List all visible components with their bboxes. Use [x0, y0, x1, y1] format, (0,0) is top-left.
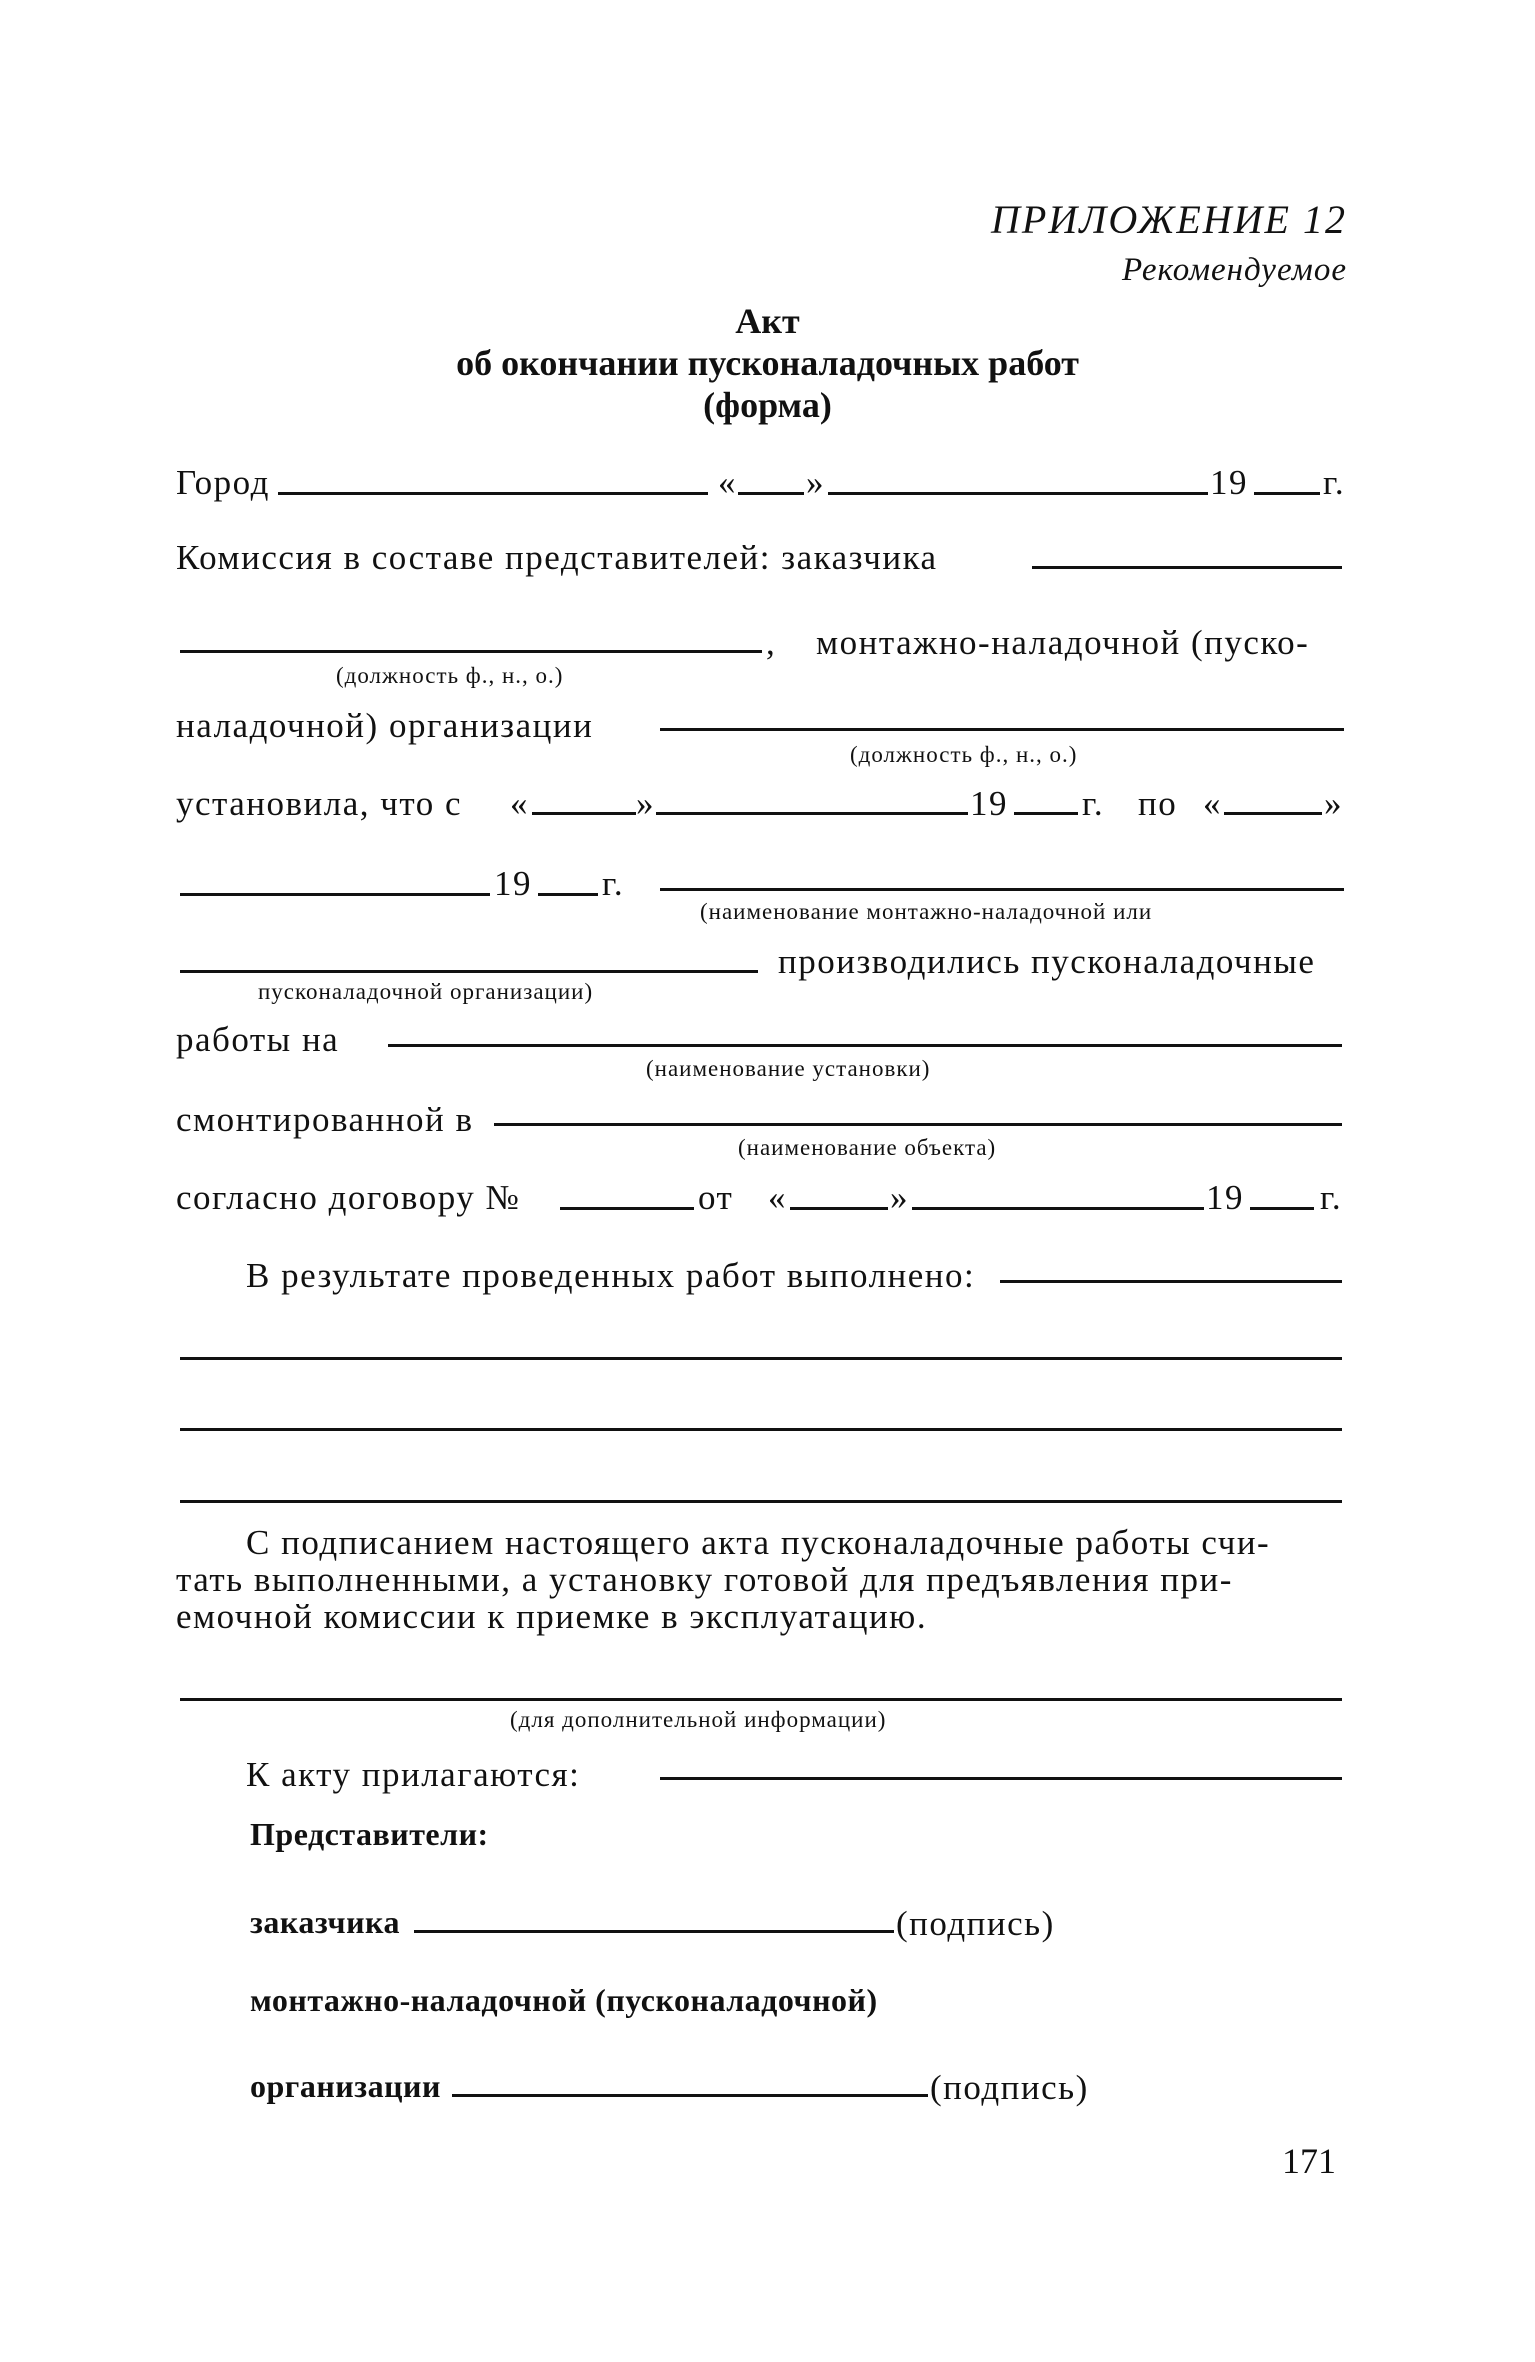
contract-day-field[interactable] — [790, 1207, 888, 1210]
performed-text: производились пусконаладочные — [778, 942, 1316, 981]
caption-object: (наименование объекта) — [738, 1135, 997, 1160]
end-year-prefix: 19 — [494, 864, 532, 903]
caption-position-fio-1: (должность ф., н., о.) — [336, 663, 564, 688]
installer-text: монтажно-наладочной (пуско- — [816, 623, 1310, 662]
installation-field[interactable] — [388, 1044, 1342, 1047]
date-year-prefix: 19 — [1210, 463, 1248, 502]
result-line-2[interactable] — [180, 1357, 1342, 1360]
start-month-field[interactable] — [656, 812, 968, 815]
contract-year-suffix: г. — [1320, 1178, 1343, 1217]
from-label: от — [698, 1178, 734, 1217]
established-text: установила, что с — [176, 784, 463, 823]
contract-month-field[interactable] — [912, 1207, 1204, 1210]
page-number: 171 — [1282, 2141, 1336, 2181]
customer-label: заказчика — [250, 1904, 400, 1940]
caption-org-name-1: (наименование монтажно-наладочной или — [700, 899, 1153, 924]
date-quote-close: » — [806, 463, 825, 502]
start-year-prefix: 19 — [970, 784, 1008, 823]
object-field[interactable] — [494, 1123, 1342, 1126]
start-year-suffix: г. — [1082, 784, 1105, 823]
org-name-field-cont[interactable] — [180, 970, 758, 973]
date-month-field[interactable] — [828, 492, 1208, 495]
city-label: Город — [176, 463, 270, 502]
start-quote-close: » — [636, 784, 655, 823]
org-name-field[interactable] — [660, 888, 1344, 891]
to-label: по — [1138, 784, 1178, 823]
date-year-field[interactable] — [1254, 492, 1320, 495]
contract-label: согласно договору № — [176, 1178, 521, 1217]
organization-label: организации — [250, 2068, 441, 2104]
result-field[interactable] — [1000, 1280, 1342, 1283]
customer-signature-caption: (подпись) — [896, 1904, 1055, 1943]
result-line-3[interactable] — [180, 1428, 1342, 1431]
appendix-status: Рекомендуемое — [1121, 252, 1347, 288]
contract-year-prefix: 19 — [1206, 1178, 1244, 1217]
additional-info-field[interactable] — [180, 1698, 1342, 1701]
start-year-field[interactable] — [1014, 812, 1078, 815]
contract-quote-close: » — [890, 1178, 909, 1217]
signing-line-1: С подписанием настоящего акта пусконаладочные работы счи- — [246, 1523, 1271, 1562]
attached-label: К акту прилагаются: — [246, 1755, 581, 1794]
end-day-field[interactable] — [1224, 812, 1322, 815]
document-title — [0, 300, 1535, 426]
title-line-1: Акт — [735, 301, 800, 341]
works-on-label: работы на — [176, 1020, 340, 1059]
caption-org-name-2: пусконаладочной организации) — [258, 979, 594, 1004]
customer-rep-field[interactable] — [1032, 566, 1342, 569]
signing-line-2: тать выполненными, а установку готовой для предъявления при- — [176, 1560, 1233, 1599]
contract-quote-open: « — [768, 1178, 787, 1217]
contract-year-field[interactable] — [1250, 1207, 1314, 1210]
city-field[interactable] — [278, 492, 708, 495]
caption-installation: (наименование установки) — [646, 1056, 931, 1081]
installer-rep-field[interactable] — [660, 728, 1344, 731]
caption-additional: (для дополнительной информации) — [510, 1707, 887, 1732]
org-text: наладочной) организации — [176, 706, 594, 745]
result-text: В результате проведенных работ выполнено: — [246, 1256, 976, 1295]
representatives-label: Представители: — [250, 1816, 489, 1852]
commission-text: Комиссия в составе представителей: заказчика — [176, 538, 938, 577]
end-quote-open: « — [1203, 784, 1222, 823]
caption-position-fio-2: (должность ф., н., о.) — [850, 742, 1078, 767]
title-line-2: об окончании пусконаладочных работ — [456, 343, 1079, 383]
start-day-field[interactable] — [532, 812, 636, 815]
signing-line-3: емочной комиссии к приемке в эксплуатацию. — [176, 1597, 928, 1636]
date-year-suffix: г. — [1323, 463, 1346, 502]
mounted-label: смонтированной в — [176, 1100, 474, 1139]
title-line-3: (форма) — [703, 385, 832, 425]
end-month-field[interactable] — [180, 893, 490, 896]
result-line-4[interactable] — [180, 1500, 1342, 1503]
date-day-field[interactable] — [738, 492, 804, 495]
appendix-heading: ПРИЛОЖЕНИЕ 12 — [991, 197, 1347, 242]
installer-signature-field[interactable] — [452, 2094, 928, 2097]
end-year-suffix: г. — [602, 864, 625, 903]
installer-signature-caption: (подпись) — [930, 2068, 1089, 2107]
end-quote-close: » — [1324, 784, 1343, 823]
attachments-field[interactable] — [660, 1777, 1342, 1780]
comma: , — [766, 623, 777, 662]
date-quote-open: « — [718, 463, 737, 502]
end-year-field[interactable] — [538, 893, 598, 896]
installer-org-label: монтажно-наладочной (пусконаладочной) — [250, 1982, 878, 2018]
start-quote-open: « — [510, 784, 529, 823]
customer-rep-field-cont[interactable] — [180, 650, 762, 653]
contract-number-field[interactable] — [560, 1207, 694, 1210]
customer-signature-field[interactable] — [414, 1930, 894, 1933]
